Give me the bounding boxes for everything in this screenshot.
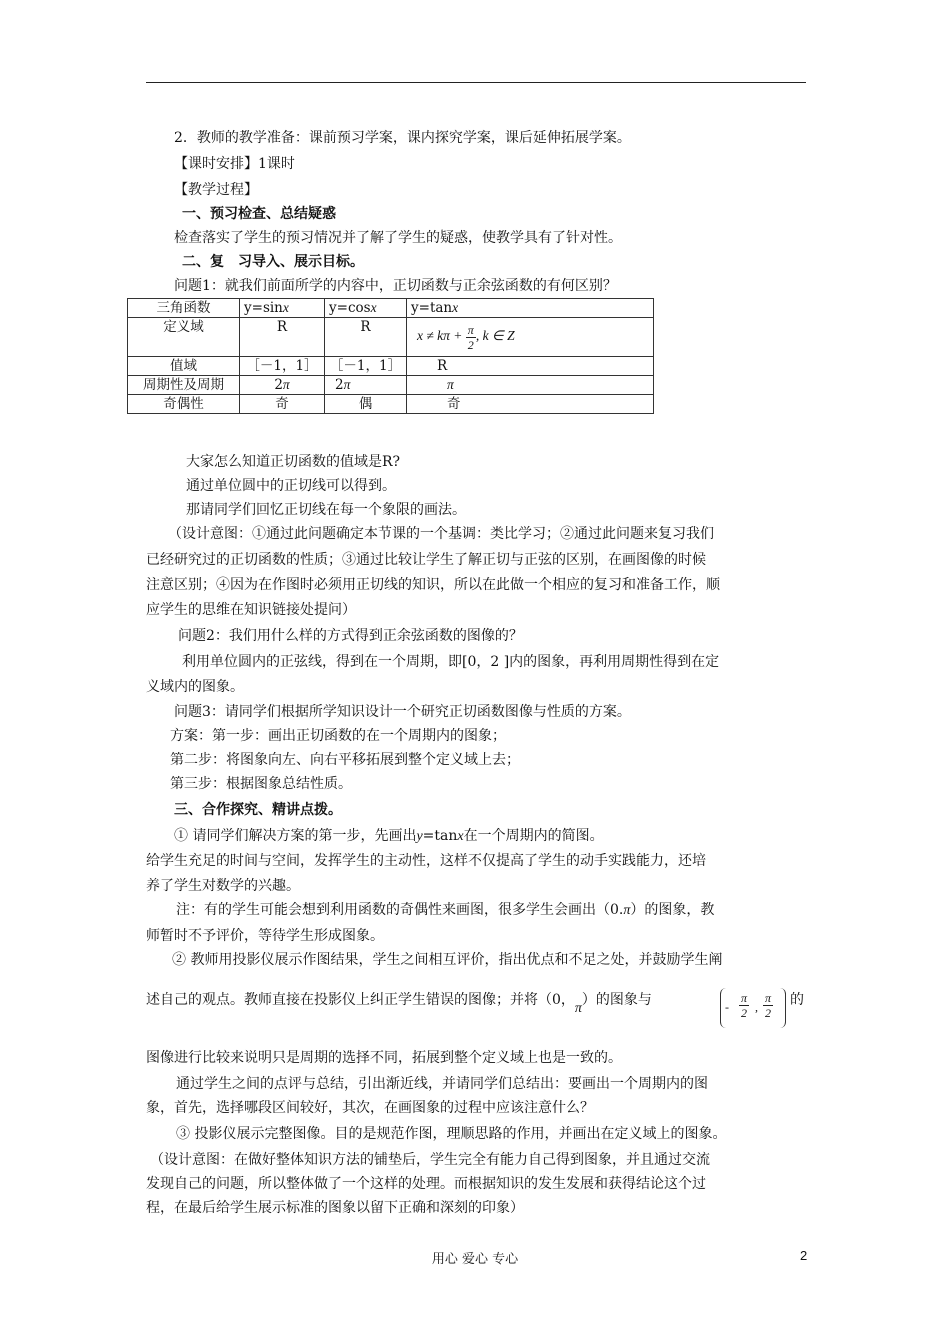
table-cell: 三角函数	[128, 299, 240, 318]
text-line: 给学生充足的时间与空间，发挥学生的主动性，这样不仅提高了学生的动手实践能力，还培	[146, 853, 706, 869]
table-cell: π	[407, 376, 654, 395]
text-line: 的	[790, 992, 804, 1008]
table-cell: y=tanx	[407, 299, 654, 318]
table-row	[128, 318, 654, 357]
text-line: 2．教师的教学准备：课前预习学案，课内探究学案，课后延伸拓展学案。	[174, 130, 631, 146]
table-cell: 2π	[240, 376, 325, 395]
text-line: （设计意图：在做好整体知识方法的铺垫后，学生完全有能力自己得到图象，并且通过交流	[150, 1152, 710, 1168]
table-row	[128, 299, 654, 318]
table-row	[128, 395, 654, 414]
table-cell: 奇	[407, 395, 654, 414]
table-cell: y=cosx	[325, 299, 407, 318]
table-row	[128, 376, 654, 395]
text-line: 检查落实了学生的预习情况并了解了学生的疑惑，使教学具有了针对性。	[174, 230, 622, 246]
table-cell: 定义域	[128, 318, 240, 357]
table-cell: 偶	[325, 395, 407, 414]
text-line: 应学生的思维在知识链接处提问）	[146, 602, 356, 618]
table-cell: 周期性及周期	[128, 376, 240, 395]
page-number: 2	[800, 1248, 808, 1263]
text-line: 已经研究过的正切函数的性质；③通过比较让学生了解正切与正弦的区别，在画图像的时候	[146, 552, 706, 568]
text-line: 第三步：根据图象总结性质。	[170, 776, 352, 792]
text-line: 方案：第一步：画出正切函数的在一个周期内的图象；	[170, 728, 506, 744]
text-line: ① 请同学们解决方案的第一步，先画出y=tanx在一个周期内的简图。	[174, 828, 604, 844]
header-rule	[146, 82, 806, 83]
interval-expression: - $\frac{\pi}{2}$ , $\frac{\pi}{2}$	[720, 988, 786, 1028]
text-line: ② 教师用投影仪展示作图结果，学生之间相互评价，指出优点和不足之处，并鼓励学生阐	[172, 952, 723, 968]
table-cell: 2π	[325, 376, 407, 395]
domain-formula: x ≠ kπ + $\frac{\pi}{2}$ , k ∈ Z	[417, 322, 515, 352]
table-cell: y=sinx	[240, 299, 325, 318]
table-cell: R	[407, 357, 654, 376]
text-line: 注：有的学生可能会想到利用函数的奇偶性来画图，很多学生会画出（0.π）的图象，教	[176, 902, 715, 918]
text-line: 图像进行比较来说明只是周期的选择不同，拓展到整个定义域上也是一致的。	[146, 1050, 622, 1066]
text-line: 利用单位圆内的正弦线，得到在一个周期，即[0，2 ]内的图象，再利用周期性得到在定	[182, 654, 720, 670]
text-line: 问题2：我们用什么样的方式得到正余弦函数的图像的？	[178, 628, 523, 644]
text-line: 师暂时不予评价，等待学生形成图象。	[146, 928, 384, 944]
page-footer: 用心 爱心 专心	[431, 1252, 519, 1267]
table-cell: R	[325, 318, 407, 357]
text-line: 注意区别；④因为在作图时必须用正切线的知识，所以在此做一个相应的复习和准备工作，顺	[146, 577, 720, 593]
text-line: 通过学生之间的点评与总结，引出渐近线，并请同学们总结出：要画出一个周期内的图	[176, 1076, 708, 1092]
table-cell: 奇偶性	[128, 395, 240, 414]
trig-function-table	[127, 298, 654, 414]
section-heading: 三、合作探究、精讲点拨。	[174, 802, 342, 818]
table-cell: R	[240, 318, 325, 357]
text-line: 通过单位圆中的正切线可以得到。	[186, 478, 396, 494]
text-line: 【教学过程】	[174, 182, 258, 198]
text-line: 那请同学们回忆正切线在每一个象限的画法。	[186, 502, 466, 518]
text-line: 问题3：请同学们根据所学知识设计一个研究正切函数图像与性质的方案。	[174, 704, 631, 720]
section-heading: 一、预习检查、总结疑惑	[182, 206, 336, 222]
table-row	[128, 357, 654, 376]
text-line: 【课时安排】1课时	[174, 156, 295, 172]
text-line: 程，在最后给学生展示标准的图象以留下正确和深刻的印象）	[146, 1200, 524, 1216]
table-cell: ［－1，1］	[325, 357, 407, 376]
table-cell: ［－1，1］	[240, 357, 325, 376]
text-line: 义域内的图象。	[146, 679, 244, 695]
table-cell	[407, 318, 654, 357]
text-line: 发现自己的问题，所以整体做了一个这样的处理。而根据知识的发生发展和获得结论这个过	[146, 1176, 706, 1192]
text-line: ③ 投影仪展示完整图像。目的是规范作图，理顺思路的作用，并画出在定义域上的图象。	[176, 1126, 727, 1142]
text-line: 述自己的观点。教师直接在投影仪上纠正学生错误的图像；并将（0，π）的图象与	[146, 992, 652, 1016]
section-heading: 二、复 习导入、展示目标。	[182, 254, 364, 270]
text-line: 第二步：将图象向左、向右平移拓展到整个定义域上去；	[170, 752, 520, 768]
text-line: 象，首先，选择哪段区间较好，其次，在画图象的过程中应该注意什么？	[146, 1100, 594, 1116]
text-line: 养了学生对数学的兴趣。	[146, 878, 300, 894]
text-line: 问题1：就我们前面所学的内容中，正切函数与正余弦函数的有何区别？	[174, 278, 617, 294]
table-cell: 奇	[240, 395, 325, 414]
text-line: （设计意图：①通过此问题确定本节课的一个基调：类比学习；②通过此问题来复习我们	[168, 526, 714, 542]
table-cell: 值域	[128, 357, 240, 376]
text-line: 大家怎么知道正切函数的值域是R?	[186, 454, 401, 470]
